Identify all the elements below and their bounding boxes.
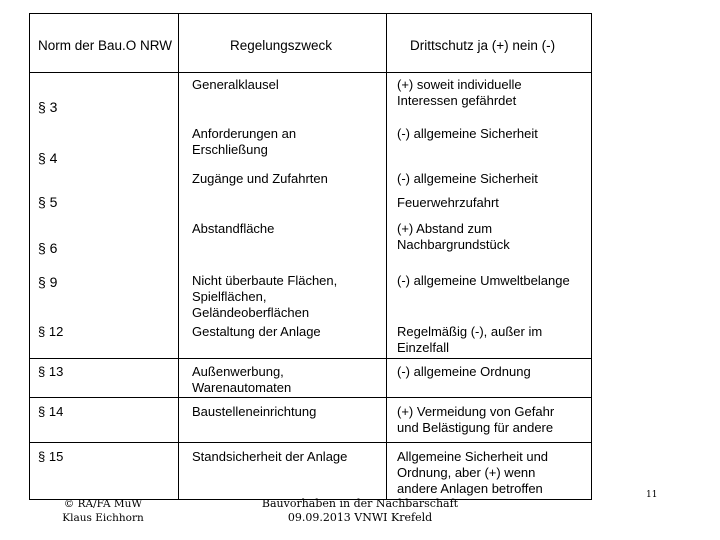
row-norm: § 5 <box>38 194 58 210</box>
row-norm: § 9 <box>38 274 58 290</box>
column-divider <box>386 14 387 499</box>
row-schutz: (-) allgemeine Umweltbelange <box>397 273 570 288</box>
row-norm: § 14 <box>38 404 64 419</box>
header-schutz: Drittschutz ja (+) nein (-) <box>410 38 556 53</box>
row-norm: § 3 <box>38 99 58 115</box>
row-zweck: Baustelleneinrichtung <box>192 404 317 419</box>
regulation-table <box>29 13 592 500</box>
row-divider <box>30 397 591 398</box>
row-zweck: Außenwerbung, Warenautomaten <box>192 364 292 395</box>
row-schutz: (-) allgemeine Sicherheit <box>397 126 538 141</box>
row-norm: § 4 <box>38 150 58 166</box>
row-schutz: Allgemeine Sicherheit und Ordnung, aber (+) wenn andere Anlagen betroffen <box>397 449 549 496</box>
row-zweck: Zugänge und Zufahrten <box>192 171 328 186</box>
row-norm: § 6 <box>38 240 58 256</box>
row-schutz-extra: Feuerwehrzufahrt <box>397 195 499 210</box>
row-divider <box>30 442 591 443</box>
header-divider <box>30 72 591 73</box>
row-norm: § 15 <box>38 449 64 464</box>
row-zweck: Anforderungen an Erschließung <box>192 126 297 157</box>
column-divider <box>178 14 179 499</box>
footer-title: Bauvorhaben in der Nachbarschaft 09.09.2013 VNWI Krefeld <box>261 497 459 524</box>
row-schutz: (+) Vermeidung von Gefahr und Belästigung für andere <box>397 404 555 435</box>
page-number: 11 <box>646 490 658 500</box>
row-schutz: (-) allgemeine Ordnung <box>397 364 531 379</box>
row-zweck: Gestaltung der Anlage <box>192 324 321 339</box>
row-schutz: (+) soweit individuelle Interessen gefährdet <box>397 77 522 108</box>
row-zweck: Abstandfläche <box>192 221 275 236</box>
row-zweck: Standsicherheit der Anlage <box>192 449 348 464</box>
row-norm: § 12 <box>38 324 64 339</box>
row-norm: § 13 <box>38 364 64 379</box>
row-zweck: Nicht überbaute Flächen, Spielflächen, Geländeoberflächen <box>192 273 338 320</box>
header-zweck: Regelungszweck <box>230 38 333 53</box>
row-zweck: Generalklausel <box>192 77 279 92</box>
header-norm: Norm der Bau.O NRW <box>38 38 173 53</box>
footer-author: © RA/FA MuW Klaus Eichhorn <box>62 498 144 524</box>
row-schutz: (-) allgemeine Sicherheit <box>397 171 538 186</box>
row-schutz: Regelmäßig (-), außer im Einzelfall <box>397 324 543 355</box>
row-divider <box>30 358 591 359</box>
row-schutz: (+) Abstand zum Nachbargrundstück <box>397 221 510 252</box>
